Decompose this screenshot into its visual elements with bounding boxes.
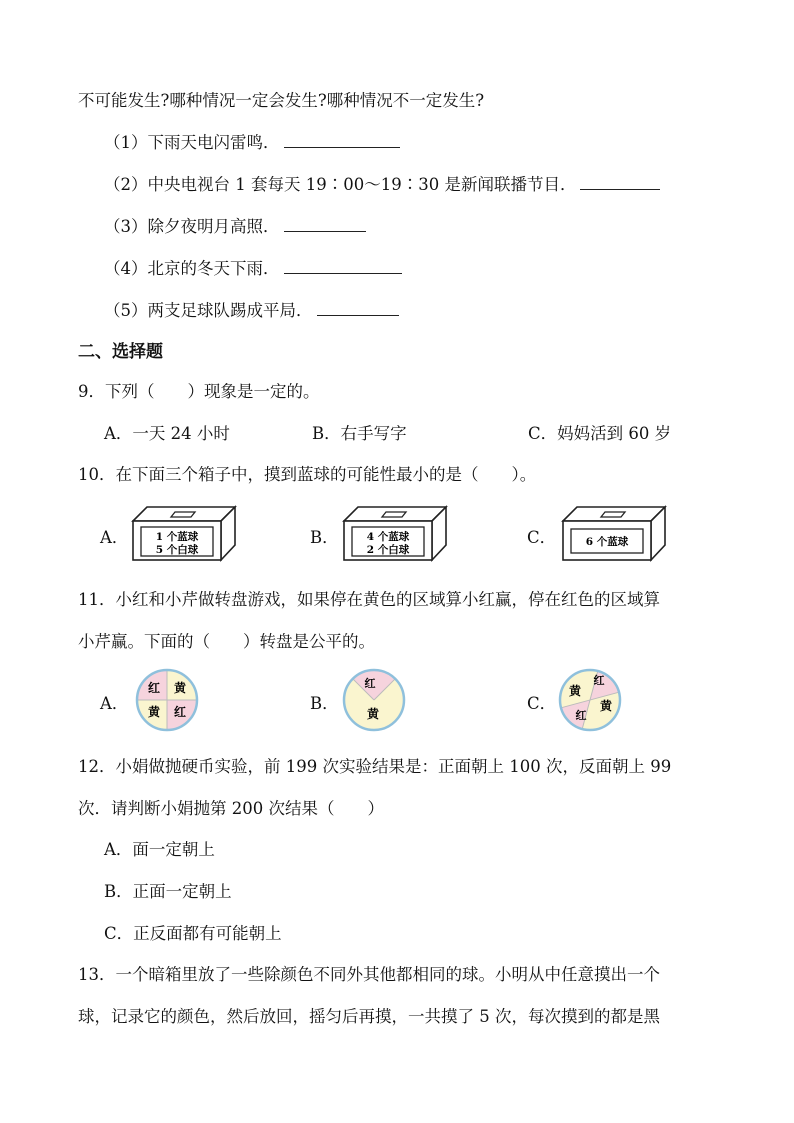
q9-option-a[interactable]: A．一天 24 小时: [104, 424, 230, 443]
fill-item-text: 中央电视台 1 套每天 19∶00～19∶30 是新闻联播节目．: [147, 175, 577, 194]
q11-spinner-c[interactable]: [557, 667, 623, 733]
spinner-label-yellow: 黄: [173, 681, 187, 695]
fill-item-text: 两支足球队踢成平局．: [147, 301, 313, 320]
box-label-line-1: 1 个蓝球: [155, 531, 199, 543]
q10-box-a[interactable]: [131, 503, 237, 563]
q12-stem-line-1: 12．小娟做抛硬币实验，前 199 次实验结果是：正面朝上 100 次，反面朝上 99: [78, 757, 672, 776]
fill-item-text: 下雨天电闪雷鸣．: [147, 133, 280, 152]
box-label-line-2: 2 个白球: [366, 544, 410, 556]
q13-stem-line-2: 球，记录它的颜色，然后放回，摇匀后再摸，一共摸了 5 次，每次摸到的都是黑: [78, 1007, 660, 1026]
fill-item-2: [104, 171, 660, 195]
fill-item-5: [104, 297, 399, 321]
q9-option-b[interactable]: B．右手写字: [312, 424, 407, 443]
q11-option-c-letter[interactable]: C．: [527, 694, 557, 713]
q11-spinner-b[interactable]: [341, 667, 407, 733]
box-label-line-1: 4 个蓝球: [366, 531, 410, 543]
spinner-label-yellow: 黄: [599, 699, 613, 713]
q12-option-c[interactable]: C．正反面都有可能朝上: [104, 924, 282, 943]
answer-blank[interactable]: [284, 230, 366, 232]
q10-box-b[interactable]: [342, 503, 448, 563]
box-slot: [601, 512, 625, 517]
q11-stem-line-1: 11．小红和小芹做转盘游戏，如果停在黄色的区域算小红赢，停在红色的区域算: [78, 590, 660, 609]
box-slot: [382, 512, 406, 517]
box-label-line-1: 6 个蓝球: [585, 536, 629, 548]
spinner-label-yellow: 黄: [366, 707, 380, 721]
q10-option-c-letter[interactable]: C．: [527, 528, 557, 547]
q9-option-c[interactable]: C．妈妈活到 60 岁: [528, 424, 672, 443]
q12-option-b[interactable]: B．正面一定朝上: [104, 882, 232, 901]
fill-item-number: （2）: [104, 175, 148, 194]
fill-item-number: （3）: [104, 217, 148, 236]
fill-item-number: （4）: [104, 259, 148, 278]
q10-option-b-letter[interactable]: B．: [310, 528, 339, 547]
q11-option-a-letter[interactable]: A．: [100, 694, 129, 713]
q11-spinner-a[interactable]: [134, 667, 200, 733]
q12-stem-line-2: 次．请判断小娟抛第 200 次结果（ ）: [78, 799, 384, 818]
section-title: 二、选择题: [78, 342, 163, 362]
q12-option-a[interactable]: A．面一定朝上: [104, 840, 215, 859]
box-slot: [171, 512, 195, 517]
spinner-label-red: 红: [575, 709, 587, 722]
spinner-label-yellow: 黄: [147, 705, 161, 719]
answer-blank[interactable]: [284, 272, 402, 274]
spinner-label-red: 红: [173, 705, 187, 719]
q11-stem-line-2: 小芹赢。下面的（ ）转盘是公平的。: [78, 632, 375, 651]
spinner-label-red: 红: [364, 677, 376, 690]
q13-stem-line-1: 13．一个暗箱里放了一些除颜色不同外其他都相同的球。小明从中任意摸出一个: [78, 965, 660, 984]
fill-item-4: [104, 255, 402, 279]
answer-blank[interactable]: [580, 188, 660, 190]
fill-item-number: （1）: [104, 133, 148, 152]
fill-item-text: 北京的冬天下雨．: [147, 259, 280, 278]
spinner-label-red: 红: [593, 674, 605, 687]
answer-blank[interactable]: [284, 146, 400, 148]
q10-box-c[interactable]: [561, 503, 667, 563]
q10-option-a-letter[interactable]: A．: [100, 528, 129, 547]
q9-stem: 9．下列（ ）现象是一定的。: [78, 382, 320, 401]
spinner-label-red: 红: [147, 681, 161, 695]
box-label-line-2: 5 个白球: [155, 544, 199, 556]
intro-text: 不可能发生?哪种情况一定会发生?哪种情况不一定发生?: [78, 91, 485, 110]
fill-item-1: [104, 129, 400, 153]
fill-item-number: （5）: [104, 301, 148, 320]
q11-option-b-letter[interactable]: B．: [310, 694, 339, 713]
spinner-label-yellow: 黄: [568, 684, 582, 698]
answer-blank[interactable]: [317, 314, 399, 316]
fill-item-3: [104, 213, 366, 237]
q10-stem: 10．在下面三个箱子中，摸到蓝球的可能性最小的是（ ）。: [78, 465, 537, 484]
fill-item-text: 除夕夜明月高照．: [147, 217, 280, 236]
